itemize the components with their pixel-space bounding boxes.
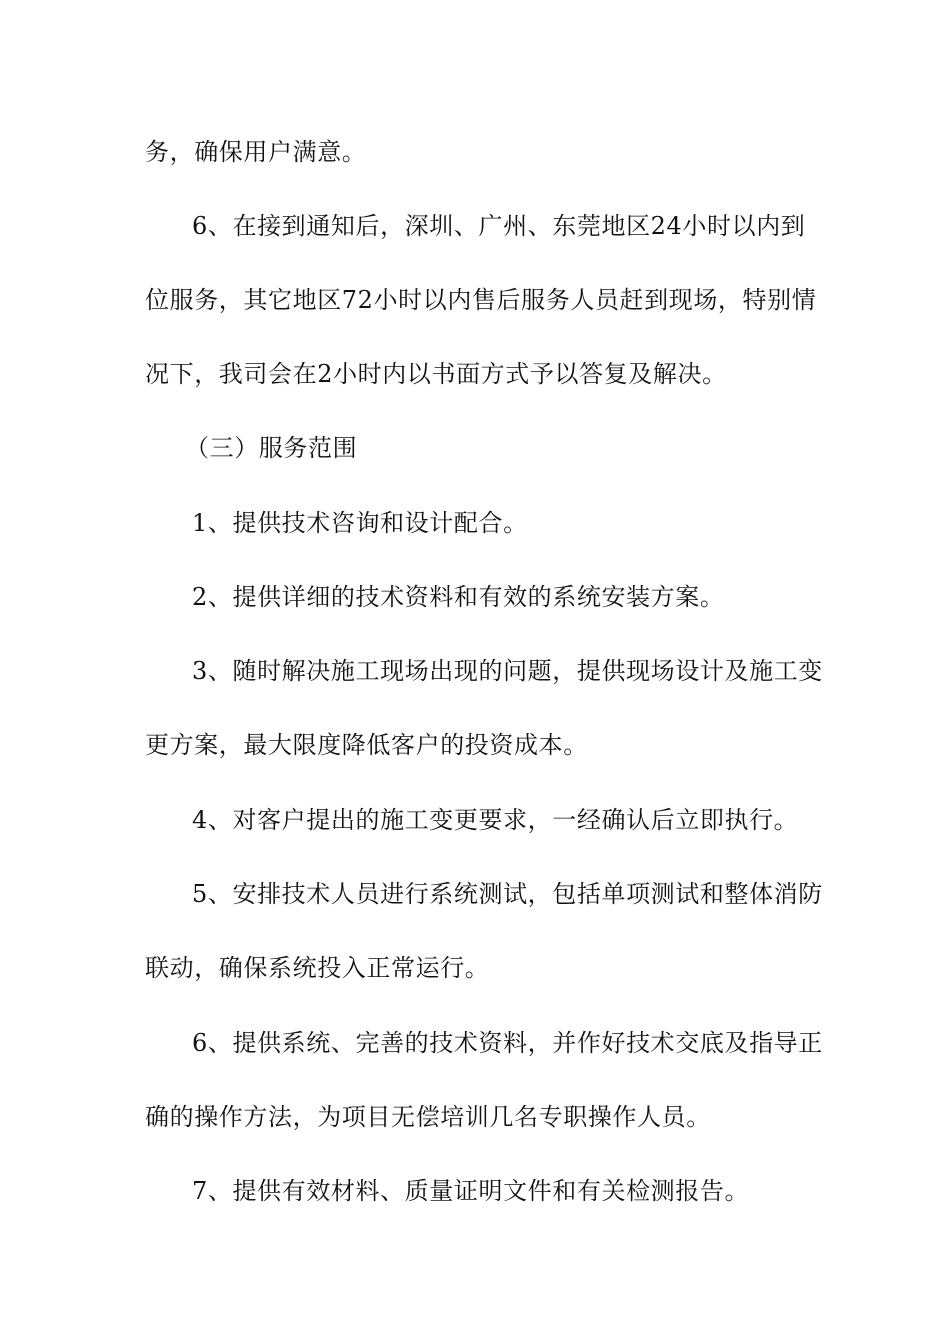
paragraph-line: 7、提供有效材料、质量证明文件和有关检测报告。 — [192, 1177, 750, 1205]
paragraph-line: 4、对客户提出的施工变更要求，一经确认后立即执行。 — [192, 806, 799, 834]
paragraph-line: 位服务，其它地区72小时以内售后服务人员赶到现场，特别情 — [145, 286, 817, 314]
paragraph-line: 6、提供系统、完善的技术资料，并作好技术交底及指导正 — [192, 1029, 823, 1057]
paragraph-line: 1、提供技术咨询和设计配合。 — [192, 509, 528, 537]
paragraph-line: 确的操作方法，为项目无偿培训几名专职操作人员。 — [145, 1103, 711, 1131]
paragraph-line: 2、提供详细的技术资料和有效的系统安装方案。 — [192, 583, 725, 611]
paragraph-line: 6、在接到通知后，深圳、广州、东莞地区24小时以内到 — [192, 212, 806, 240]
paragraph-line: 况下，我司会在2小时内以书面方式予以答复及解决。 — [145, 360, 727, 388]
paragraph-line: 3、随时解决施工现场出现的问题，提供现场设计及施工变 — [192, 657, 823, 685]
paragraph-line: 5、安排技术人员进行系统测试，包括单项测试和整体消防 — [192, 880, 823, 908]
section-heading: （三）服务范围 — [185, 434, 358, 462]
paragraph-line: 更方案，最大限度降低客户的投资成本。 — [145, 731, 588, 759]
paragraph-line: 务，确保用户满意。 — [145, 138, 367, 166]
paragraph-line: 联动，确保系统投入正常运行。 — [145, 954, 490, 982]
